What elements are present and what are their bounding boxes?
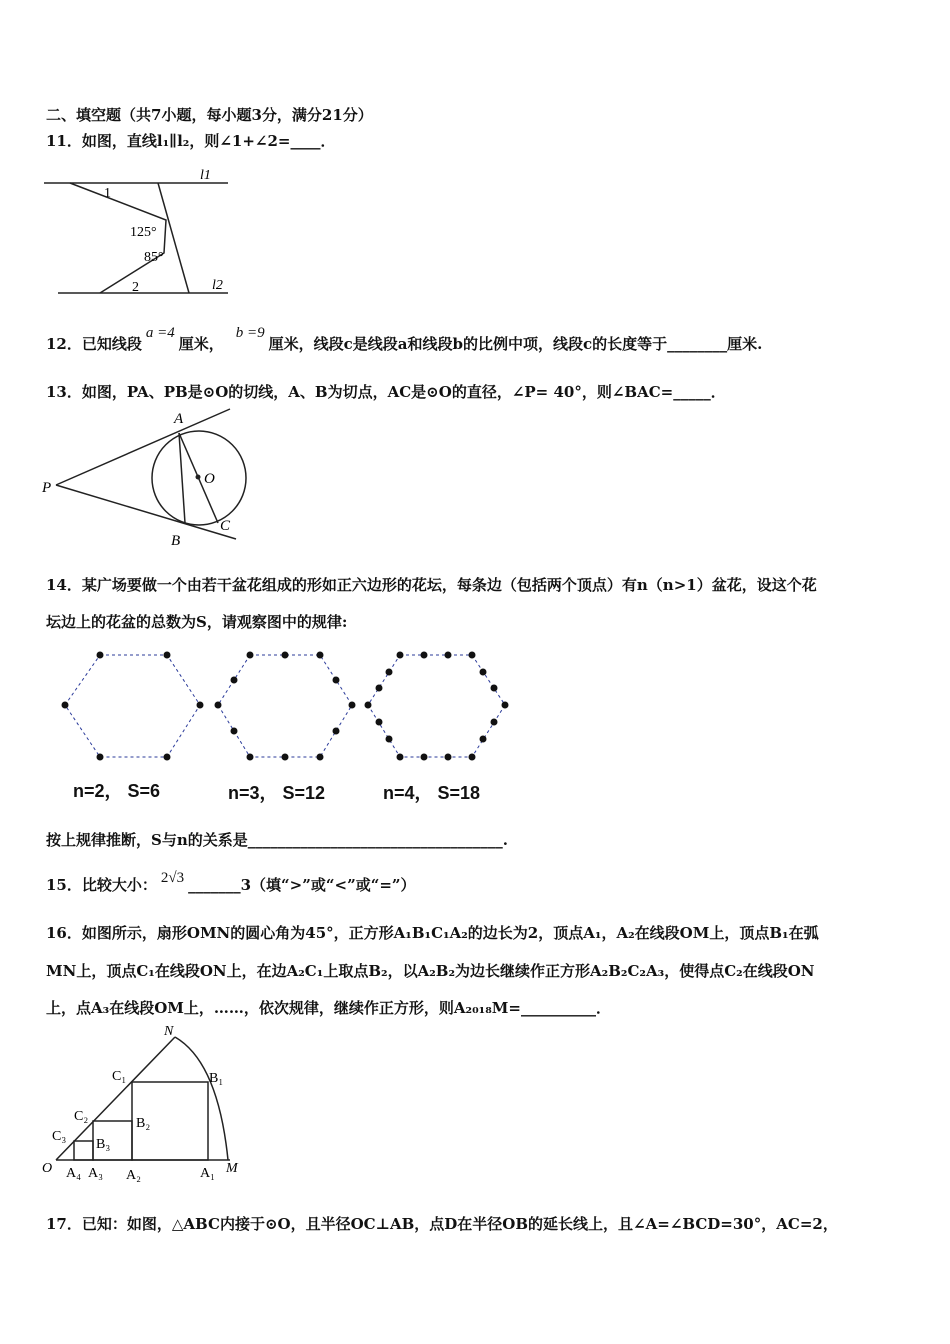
label-b: B [171,533,181,549]
question-12 [46,325,763,354]
hexagon-n3 [218,655,352,757]
q12-b-expression: b =9 [235,325,265,341]
label-o: O [42,1161,53,1176]
label-c2: C₂ [74,1109,89,1124]
question-16-line3: 上，点A₃在线段OM上，……，依次规律，继续作正方形，则A₂₀₁₈M=__________． [46,999,611,1017]
q12-a-expression: a =4 [145,325,175,341]
question-16-line1: 16．如图所示，扇形OMN的圆心角为45°，正方形A₁B₁C₁A₂的边长为2，顶点A₁，A₂在线段OM上，顶点B₁在弧 [46,924,819,942]
label-o: O [204,471,215,487]
q15-suffix: _______3（填“>”或“<”或“=”） [188,876,416,894]
q11-figure [44,165,230,297]
label-85: 85° [144,250,164,265]
label-l1: l1 [200,168,211,183]
label-125: 125° [130,225,157,240]
label-c1: C₁ [112,1069,127,1084]
question-15 [46,870,416,895]
question-14-line1: 14．某广场要做一个由若干盆花组成的形如正六边形的花坛，每条边（包括两个顶点）有n（n>1）盆花，设这个花 [46,576,817,594]
label-a1: A₁ [200,1166,215,1181]
label-angle-1: 1 [104,186,111,201]
q15-prefix: 15．比较大小： [46,876,157,894]
q15-expression: 2√3 [160,870,185,886]
question-16-line2: MN上，顶点C₁在线段ON上，在边A₂C₁上取点B₂，以A₂B₂为边长继续作正方形A₂B₂C₂A₃，使得点C₂在线段ON [46,962,815,980]
question-11: 11．如图，直线l₁∥l₂，则∠1+∠2=____． [46,132,336,150]
question-17: 17．已知：如图，△ABC内接于⊙O，且半径OC⊥AB，点D在半径OB的延长线上，且∠A=∠BCD=30°，AC=2， [46,1215,838,1233]
label-a4: A₄ [66,1166,81,1181]
hexagon-n2 [65,655,200,757]
label-n4-s18: n=4， S=18 [383,783,481,803]
label-n3-s12: n=3， S=12 [228,783,326,803]
arc-mn [175,1037,228,1160]
q12-suffix: 厘米，线段c是线段a和线段b的比例中项，线段c的长度等于________厘米. [268,335,763,353]
label-angle-2: 2 [132,280,139,295]
question-14-line2: 坛边上的花盆的总数为S，请观察图中的规律: [46,613,348,631]
q16-figure [40,1022,250,1187]
label-c: C [220,518,231,534]
label-c3: C₃ [52,1129,67,1144]
label-a: A [174,411,184,427]
q13-figure [40,405,255,550]
q14-hexagons [55,645,525,770]
label-m: M [226,1161,238,1176]
q12-prefix: 12．已知线段 [46,335,142,353]
label-l2: l2 [212,278,223,293]
label-a3: A₃ [88,1166,103,1181]
question-13: 13．如图，PA、PB是⊙O的切线，A、B为切点，AC是⊙O的直径，∠P= 40°，则∠BAC=_____． [46,383,726,401]
q12-mid: 厘米， [178,335,224,353]
label-b2: B₂ [136,1116,151,1131]
transversal-line [158,183,189,293]
label-p: P [42,480,52,496]
center-point [196,475,201,480]
section-header: 二、填空题（共7小题，每小题3分，满分21分） [46,106,373,124]
label-b3: B₃ [96,1137,111,1152]
question-14-line3: 按上规律推断，S与n的关系是__________________________________. [46,831,508,849]
label-n: N [164,1024,174,1039]
label-a2: A₂ [126,1168,141,1183]
square-3 [74,1141,93,1160]
tangent-pb [56,485,236,539]
label-n2-s6: n=2， S=6 [73,781,161,801]
label-b1: B₁ [209,1071,224,1086]
